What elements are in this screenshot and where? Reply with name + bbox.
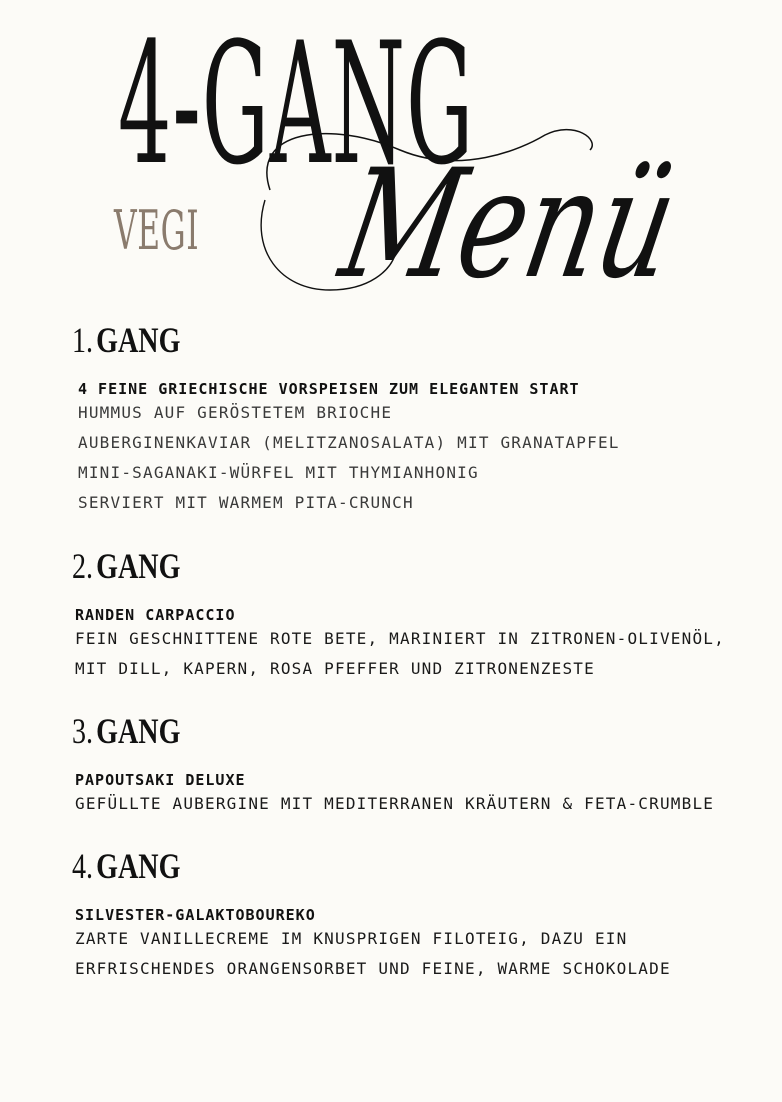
course-number: 4. — [72, 846, 94, 886]
course-word: GANG — [96, 711, 181, 751]
dish-description-line: MIT DILL, KAPERN, ROSA PFEFFER UND ZITRONENZESTE — [75, 659, 595, 678]
course-word: GANG — [96, 546, 181, 586]
course-heading — [72, 548, 581, 584]
dish-description-line: ERFRISCHENDES ORANGENSORBET UND FEINE, WARME SCHOKOLADE — [75, 959, 671, 978]
course-word: GANG — [96, 320, 181, 360]
course-number: 2. — [72, 546, 94, 586]
course-2 — [72, 548, 725, 684]
course-heading — [72, 713, 573, 749]
course-heading — [72, 322, 499, 358]
menu-header — [0, 0, 782, 320]
dish-title: RANDEN CARPACCIO — [75, 606, 236, 624]
dish-description-line: MINI-SAGANAKI-WÜRFEL MIT THYMIANHONIG — [78, 463, 479, 482]
course-heading — [72, 848, 539, 884]
dish-description-line: FEIN GESCHNITTENE ROTE BETE, MARINIERT IN ZITRONEN-OLIVENÖL, — [75, 629, 725, 648]
dish-description-line: AUBERGINENKAVIAR (MELITZANOSALATA) MIT GRANATAPFEL — [78, 433, 620, 452]
dish-description-line: HUMMUS AUF GERÖSTETEM BRIOCHE — [78, 403, 393, 422]
dish-title: SILVESTER-GALAKTOBOUREKO — [75, 906, 316, 924]
menu-script-title: Menü — [329, 138, 689, 312]
dish-description-line: SERVIERT MIT WARMEM PITA-CRUNCH — [78, 493, 414, 512]
course-number: 3. — [72, 711, 94, 751]
dish-description-line: ZARTE VANILLECREME IM KNUSPRIGEN FILOTEIG, DAZU EIN — [75, 929, 628, 948]
dish-title: 4 FEINE GRIECHISCHE VORSPEISEN ZUM ELEGANTEN START — [78, 380, 580, 398]
dish-title: PAPOUTSAKI DELUXE — [75, 771, 246, 789]
vegi-tag: VEGI — [114, 199, 200, 262]
course-1 — [72, 322, 620, 518]
course-word: GANG — [96, 846, 181, 886]
menu-title: 4-GANG — [118, 6, 475, 202]
dish-description-line: GEFÜLLTE AUBERGINE MIT MEDITERRANEN KRÄUTERN & FETA-CRUMBLE — [75, 794, 715, 813]
course-3 — [72, 713, 714, 819]
course-number: 1. — [72, 320, 94, 360]
course-4 — [72, 848, 671, 984]
